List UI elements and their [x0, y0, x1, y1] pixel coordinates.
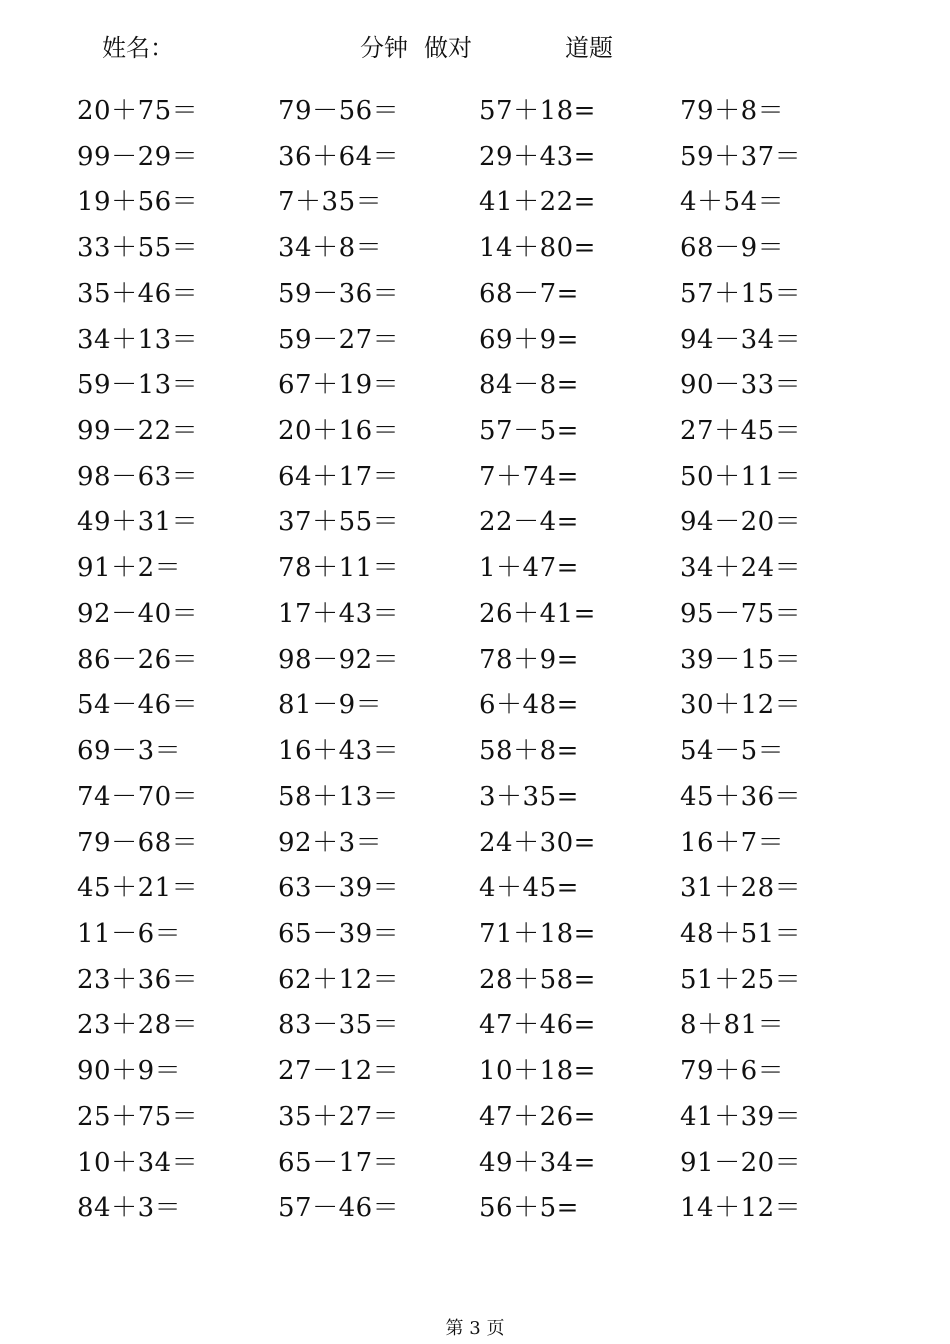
- math-problem: 56＋5=: [479, 1193, 579, 1224]
- math-problem: 57－5=: [479, 416, 579, 447]
- math-problem: 81－9＝: [278, 690, 383, 721]
- math-problem: 27＋45＝: [680, 416, 802, 447]
- math-problem: 74－70＝: [77, 781, 199, 812]
- math-problem: 99－22＝: [77, 416, 199, 447]
- math-problem: 79－68＝: [77, 827, 199, 858]
- math-problem: 31＋28＝: [680, 873, 802, 904]
- math-problem: 57＋18=: [479, 96, 596, 126]
- correct-label: 做对: [424, 34, 472, 62]
- math-problem: 65－39＝: [278, 918, 400, 949]
- math-problem: 11－6＝: [77, 918, 182, 949]
- problem-row: [0, 594, 950, 640]
- problem-row: [0, 640, 950, 686]
- math-problem: 23＋36＝: [77, 964, 199, 995]
- math-problem: 7＋74=: [479, 461, 579, 492]
- math-problem: 6＋48=: [479, 690, 579, 721]
- math-problem: 78＋11＝: [278, 553, 400, 584]
- problem-row: [0, 868, 950, 914]
- math-problem: 64＋17＝: [278, 461, 400, 492]
- math-problem: 20＋16＝: [278, 416, 400, 447]
- math-problem: 94－34＝: [680, 324, 802, 355]
- math-problem: 49＋34=: [479, 1147, 596, 1178]
- math-problem: 57＋15＝: [680, 278, 802, 309]
- problem-row: [0, 685, 950, 731]
- question-count-label: 道题: [565, 34, 613, 62]
- math-problem: 27－12＝: [278, 1056, 400, 1087]
- math-problem: 20＋75＝: [77, 96, 199, 126]
- problem-row: [0, 137, 950, 183]
- math-problem: 59＋37＝: [680, 141, 802, 172]
- math-problem: 71＋18=: [479, 918, 596, 949]
- math-problem: 47＋26=: [479, 1101, 596, 1132]
- problem-row: [0, 1051, 950, 1097]
- math-problem: 36＋64＝: [278, 141, 400, 172]
- problem-row: [0, 502, 950, 548]
- math-problem: 29＋43=: [479, 141, 596, 172]
- problem-row: [0, 777, 950, 823]
- math-problem: 83－35＝: [278, 1010, 400, 1041]
- math-problem: 22－4=: [479, 507, 579, 538]
- math-problem: 47＋46=: [479, 1010, 596, 1041]
- math-problem: 24＋30=: [479, 827, 596, 858]
- problem-row: [0, 731, 950, 777]
- page-number: 第 3 页: [445, 1318, 505, 1339]
- math-problem: 63－39＝: [278, 873, 400, 904]
- problem-row: [0, 1097, 950, 1143]
- math-problem: 34＋24＝: [680, 553, 802, 584]
- math-problem: 91＋2＝: [77, 553, 182, 584]
- math-problem: 48＋51＝: [680, 918, 802, 949]
- problem-row: [0, 182, 950, 228]
- problem-row: [0, 365, 950, 411]
- math-problem: 7＋35＝: [278, 187, 383, 218]
- math-problem: 65－17＝: [278, 1147, 400, 1178]
- math-problem: 79＋8＝: [680, 96, 785, 126]
- math-problem: 50＋11＝: [680, 461, 802, 492]
- math-problem: 51＋25＝: [680, 964, 802, 995]
- math-problem: 67＋19＝: [278, 370, 400, 401]
- problem-row: [0, 457, 950, 503]
- math-problem: 92－40＝: [77, 598, 199, 629]
- math-problem: 34＋8＝: [278, 233, 383, 264]
- math-problem: 26＋41=: [479, 598, 596, 629]
- math-problem: 57－46＝: [278, 1193, 400, 1224]
- math-problem: 8＋81＝: [680, 1010, 785, 1041]
- math-problem: 34＋13＝: [77, 324, 199, 355]
- math-problem: 35＋46＝: [77, 278, 199, 309]
- math-problem: 68－9＝: [680, 233, 785, 264]
- math-problem: 91－20＝: [680, 1147, 802, 1178]
- worksheet-header: [0, 28, 950, 68]
- math-problem: 45＋36＝: [680, 781, 802, 812]
- problem-row: [0, 823, 950, 869]
- math-problem: 99－29＝: [77, 141, 199, 172]
- problem-row: [0, 1143, 950, 1189]
- problem-row: [0, 320, 950, 366]
- math-problem: 17＋43＝: [278, 598, 400, 629]
- math-problem: 90＋9＝: [77, 1056, 182, 1087]
- math-problem: 10＋18=: [479, 1056, 596, 1087]
- problem-grid: [0, 91, 950, 1234]
- math-problem: 10＋34＝: [77, 1147, 199, 1178]
- math-problem: 3＋35=: [479, 781, 579, 812]
- name-label: 姓名：: [102, 34, 174, 62]
- math-problem: 78＋9=: [479, 644, 579, 675]
- math-problem: 19＋56＝: [77, 187, 199, 218]
- math-problem: 98－92＝: [278, 644, 400, 675]
- math-problem: 30＋12＝: [680, 690, 802, 721]
- math-problem: 25＋75＝: [77, 1101, 199, 1132]
- problem-row: [0, 1188, 950, 1234]
- problem-row: [0, 914, 950, 960]
- math-problem: 84－8=: [479, 370, 579, 401]
- math-problem: 58＋13＝: [278, 781, 400, 812]
- problem-row: [0, 960, 950, 1006]
- problem-row: [0, 91, 950, 137]
- math-problem: 14＋80=: [479, 233, 596, 264]
- math-problem: 79－56＝: [278, 96, 400, 126]
- problem-row: [0, 548, 950, 594]
- math-problem: 4＋45=: [479, 873, 579, 904]
- math-problem: 59－27＝: [278, 324, 400, 355]
- math-problem: 16＋43＝: [278, 736, 400, 767]
- math-problem: 37＋55＝: [278, 507, 400, 538]
- math-problem: 33＋55＝: [77, 233, 199, 264]
- math-problem: 90－33＝: [680, 370, 802, 401]
- math-problem: 54－46＝: [77, 690, 199, 721]
- math-problem: 4＋54＝: [680, 187, 785, 218]
- minutes-label: 分钟: [360, 34, 408, 62]
- problem-row: [0, 274, 950, 320]
- math-problem: 1＋47=: [479, 553, 579, 584]
- problem-row: [0, 1005, 950, 1051]
- math-problem: 84＋3＝: [77, 1193, 182, 1224]
- math-problem: 41＋39＝: [680, 1101, 802, 1132]
- math-problem: 92＋3＝: [278, 827, 383, 858]
- math-problem: 14＋12＝: [680, 1193, 802, 1224]
- math-problem: 41＋22=: [479, 187, 596, 218]
- math-problem: 54－5＝: [680, 736, 785, 767]
- math-problem: 45＋21＝: [77, 873, 199, 904]
- math-problem: 68－7=: [479, 278, 579, 309]
- math-problem: 16＋7＝: [680, 827, 785, 858]
- math-problem: 95－75＝: [680, 598, 802, 629]
- math-problem: 69＋9=: [479, 324, 579, 355]
- math-problem: 59－36＝: [278, 278, 400, 309]
- math-problem: 62＋12＝: [278, 964, 400, 995]
- math-problem: 69－3＝: [77, 736, 182, 767]
- math-problem: 23＋28＝: [77, 1010, 199, 1041]
- math-problem: 49＋31＝: [77, 507, 199, 538]
- problem-row: [0, 228, 950, 274]
- math-problem: 79＋6＝: [680, 1056, 785, 1087]
- math-problem: 86－26＝: [77, 644, 199, 675]
- math-problem: 28＋58=: [479, 964, 596, 995]
- math-problem: 94－20＝: [680, 507, 802, 538]
- math-problem: 35＋27＝: [278, 1101, 400, 1132]
- problem-row: [0, 411, 950, 457]
- math-problem: 39－15＝: [680, 644, 802, 675]
- math-problem: 98－63＝: [77, 461, 199, 492]
- math-problem: 59－13＝: [77, 370, 199, 401]
- math-problem: 58＋8=: [479, 736, 579, 767]
